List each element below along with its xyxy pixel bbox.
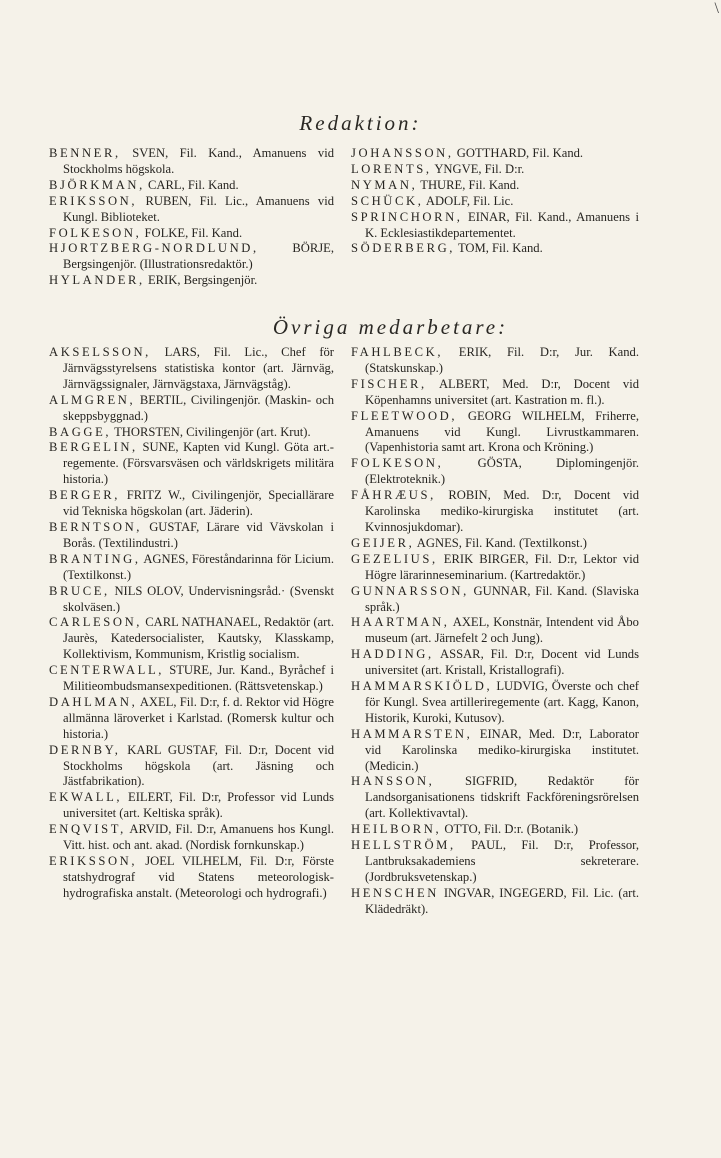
- entry-details: FRITZ W., Civilingenjör, Speciallärare vid Tekniska högskolan (art. Jäderin).: [63, 488, 334, 519]
- entry: [49, 552, 334, 584]
- entry: [351, 536, 639, 552]
- entry-details: SUNE, Kapten vid Kungl. Göta art.-regemente. (Försvarsväsen och världskrigets militära historia.): [63, 440, 334, 487]
- corner-mark: \: [714, 0, 719, 17]
- entry: [351, 146, 639, 162]
- medarbetare-right-column: [351, 345, 639, 918]
- entry-name: FOLKESON,: [49, 225, 142, 240]
- entry-name: HADDING,: [351, 647, 434, 662]
- entry-details: EILERT, Fil. D:r, Professor vid Lunds universitet (art. Keltiska språk).: [63, 790, 334, 821]
- entry-name: BJÖRKMAN,: [49, 177, 145, 192]
- entry-details: BERTIL, Civilingenjör. (Maskin- och skeppsbyggnad.): [63, 392, 334, 423]
- entry-name: LORENTS,: [351, 161, 432, 176]
- entry: [351, 727, 639, 775]
- entry: [351, 679, 639, 727]
- entry-name: EKWALL,: [49, 790, 123, 805]
- entry-name: ERIKSSON,: [49, 193, 138, 208]
- entry: [351, 345, 639, 377]
- entry-name: FOLKESON,: [351, 456, 444, 471]
- entry-details: BÖRJE, Bergsingenjör. (Illustrationsredaktör.): [63, 241, 334, 272]
- entry-name: SPRINCHORN,: [351, 209, 463, 224]
- entry-name: BERNTSON,: [49, 519, 143, 534]
- entry: [49, 194, 334, 226]
- entry: [49, 488, 334, 520]
- entry-name: AKSELSSON,: [49, 345, 151, 359]
- entry: [351, 241, 639, 257]
- entry-details: LUDVIG, Överste och chef för Kungl. Svea artilleriregemente (art. Kagg, Kanon, Historik, Kuroki, Kutusov).: [365, 679, 639, 725]
- entry: [49, 226, 334, 242]
- entry-details: GOTTHARD, Fil. Kand.: [456, 146, 584, 160]
- entry: [49, 440, 334, 488]
- entry: [49, 241, 334, 273]
- entry-name: SCHÜCK,: [351, 193, 424, 208]
- entry-name: HELLSTRÖM,: [351, 838, 456, 853]
- entry: [351, 774, 639, 822]
- entry: [351, 584, 639, 616]
- entry: [351, 822, 639, 838]
- entry-name: JOHANSSON,: [351, 146, 454, 160]
- entry: [49, 743, 334, 791]
- entry-name: NYMAN,: [351, 177, 418, 192]
- entry-details: STURE, Jur. Kand., Byråchef i Militieombudsmansexpeditionen. (Rättsvetenskap.): [63, 663, 334, 694]
- entry: [49, 425, 334, 441]
- entry-details: THURE, Fil. Kand.: [420, 177, 520, 192]
- entry: [351, 377, 639, 409]
- entry-details: TOM, Fil. Kand.: [457, 241, 543, 256]
- entry: [351, 615, 639, 647]
- entry: [351, 647, 639, 679]
- entry-details: AXEL, Fil. D:r, f. d. Rektor vid Högre allmänna läroverket i Karlstad. (Romersk kultur och historia.): [63, 694, 334, 741]
- entry-details: SVEN, Fil. Kand., Amanuens vid Stockholms högskola.: [63, 146, 334, 176]
- entry-details: OTTO, Fil. D:r. (Botanik.): [444, 822, 579, 837]
- entry-details: CARL NATHANAEL, Redaktör (art. Jaurès, Katedersocialister, Kautsky, Klasskamp, Kollektivism, Kommunism, Kristlig socialism.: [63, 615, 334, 662]
- entry-details: ADOLF, Fil. Lic.: [425, 193, 514, 208]
- entry: [49, 146, 334, 178]
- entry-details: ARVID, Fil. D:r, Amanuens hos Kungl. Vitt. hist. och ant. akad. (Nordisk fornkunskap.): [63, 822, 334, 853]
- entry-details: ERIK, Bergsingenjör.: [147, 273, 258, 288]
- entry-details: ASSAR, Fil. D:r, Docent vid Lunds universitet (art. Kristall, Kristallografi).: [365, 647, 639, 678]
- entry: [49, 822, 334, 854]
- entry-details: JOEL VILHELM, Fil. D:r, Förste statshydrograf vid Statens meteorologisk-hydrografiska anstalt. (Meteorologi och hydrografi.): [63, 854, 334, 900]
- medarbetare-left-column: [49, 345, 334, 902]
- entry-name: HAARTMAN,: [351, 615, 450, 630]
- entry-details: CARL, Fil. Kand.: [147, 177, 239, 192]
- entry-name: ALMGREN,: [49, 392, 136, 407]
- entry-details: GUNNAR, Fil. Kand. (Slaviska språk.): [365, 583, 639, 614]
- entry-details: THORSTEN, Civilingenjör (art. Krut).: [114, 424, 311, 439]
- entry: [49, 345, 334, 393]
- entry-details: GEORG WILHELM, Friherre, Amanuens vid Kungl. Livrustkammaren. (Vapenhistoria samt art. Krona och Kröning.): [365, 408, 639, 455]
- entry-name: BAGGE,: [49, 424, 112, 439]
- entry: [351, 838, 639, 886]
- entry-name: GEIJER,: [351, 535, 415, 550]
- entry-name: BERGELIN,: [49, 440, 138, 455]
- entry-name: SÖDERBERG,: [351, 241, 456, 256]
- entry-details: PAUL, Fil. D:r, Professor, Lantbruksakademiens sekreterare. (Jordbruksvetenskap.): [365, 838, 639, 884]
- entry-details: YNGVE, Fil. D:r.: [434, 161, 525, 176]
- entry-name: HJORTZBERG-NORDLUND,: [49, 241, 259, 256]
- entry: [49, 520, 334, 552]
- entry-name: BERGER,: [49, 488, 121, 503]
- redaktion-right-column: [351, 146, 639, 257]
- entry-details: INGVAR, INGEGERD, Fil. Lic. (art. Klädedräkt).: [365, 885, 639, 916]
- entry-name: CARLESON,: [49, 615, 143, 630]
- entry: [351, 194, 639, 210]
- entry-name: CENTERWALL,: [49, 663, 164, 678]
- entry-name: DERNBY,: [49, 742, 121, 757]
- entry-details: AGNES, Föreståndarinna för Licium. (Textilkonst.): [63, 551, 334, 582]
- entry-name: BENNER,: [49, 146, 121, 160]
- redaktion-heading: Redaktion:: [299, 111, 422, 135]
- entry-details: RUBEN, Fil. Lic., Amanuens vid Kungl. Biblioteket.: [63, 193, 334, 224]
- entry: [351, 178, 639, 194]
- entry-name: FISCHER,: [351, 376, 427, 391]
- entry-details: SIGFRID, Redaktör för Landsorganisationens tidskrift Fackföreningsrörelsen (art. Kollektivavtal).: [365, 774, 639, 821]
- entry-details: FOLKE, Fil. Kand.: [144, 225, 243, 240]
- entry-details: GUSTAF, Lärare vid Vävskolan i Borås. (Textilindustri.): [63, 519, 334, 550]
- entry-name: GUNNARSSON,: [351, 583, 469, 598]
- entry: [351, 488, 639, 536]
- entry-details: AXEL, Konstnär, Intendent vid Åbo museum (art. Järnefelt 2 och Jung).: [365, 615, 639, 646]
- entry: [351, 552, 639, 584]
- entry-name: BRANTING,: [49, 551, 141, 566]
- entry: [49, 393, 334, 425]
- entry: [49, 695, 334, 743]
- entry: [49, 584, 334, 616]
- entry-details: ERIK, Fil. D:r, Jur. Kand. (Statskunskap.): [365, 345, 639, 375]
- entry-details: ALBERT, Med. D:r, Docent vid Köpenhamns universitet (art. Kastration m. fl.).: [365, 376, 639, 407]
- entry-name: GEZELIUS,: [351, 551, 438, 566]
- entry-name: HAMMARSTEN,: [351, 726, 473, 741]
- entry: [351, 886, 639, 918]
- entry: [49, 178, 334, 194]
- entry-details: AGNES, Fil. Kand. (Textilkonst.): [416, 535, 587, 550]
- entry-name: DAHLMAN,: [49, 694, 138, 709]
- entry-name: FLEETWOOD,: [351, 408, 458, 423]
- entry: [49, 790, 334, 822]
- entry-details: EINAR, Fil. Kand., Amanuens i K. Ecklesiastikdepartementet.: [365, 209, 640, 240]
- medarbetare-heading: Övriga medarbetare:: [272, 315, 509, 339]
- entry-name: BRUCE,: [49, 583, 110, 598]
- entry-name: ENQVIST,: [49, 822, 126, 837]
- entry-name: HENSCHEN: [351, 885, 439, 900]
- entry-name: HAMMARSKIÖLD,: [351, 679, 493, 694]
- entry: [49, 615, 334, 663]
- entry: [49, 854, 334, 902]
- entry-name: HEILBORN,: [351, 822, 442, 837]
- entry-details: GÖSTA, Diplomingenjör. (Elektroteknik.): [365, 456, 639, 487]
- entry-details: ERIK BIRGER, Fil. D:r, Lektor vid Högre lärarinneseminarium. (Kartredaktör.): [365, 551, 639, 582]
- entry: [351, 456, 639, 488]
- entry-details: ROBIN, Med. D:r, Docent vid Karolinska mediko-kirurgiska institutet (art. Kvinnosjukdomar).: [365, 488, 639, 534]
- entry-details: EINAR, Med. D:r, Laborator vid Karolinska mediko-kirurgiska institutet. (Medicin.): [365, 726, 639, 773]
- entry: [49, 273, 334, 289]
- entry: [351, 409, 639, 457]
- entry-name: ERIKSSON,: [49, 854, 138, 868]
- entry: [351, 210, 639, 242]
- entry-details: KARL GUSTAF, Fil. D:r, Docent vid Stockholms högskola (art. Jäsning och Jästfabrikation).: [63, 742, 334, 789]
- redaktion-left-column: [49, 146, 334, 289]
- entry-details: LARS, Fil. Lic., Chef för Järnvägsstyrelsens statistiska kontor (art. Järnväg, Järnvägssignaler, Järnvägstaxa, Järnvägståg).: [63, 345, 334, 391]
- entry-details: NILS OLOV, Undervisningsråd.· (Svenskt skolväsen.): [63, 583, 334, 614]
- entry-name: FAHLBECK,: [351, 345, 444, 359]
- entry: [351, 162, 639, 178]
- entry-name: HYLANDER,: [49, 273, 145, 288]
- entry-name: HANSSON,: [351, 774, 435, 789]
- entry-name: FÅHRÆUS,: [351, 488, 436, 503]
- entry: [49, 663, 334, 695]
